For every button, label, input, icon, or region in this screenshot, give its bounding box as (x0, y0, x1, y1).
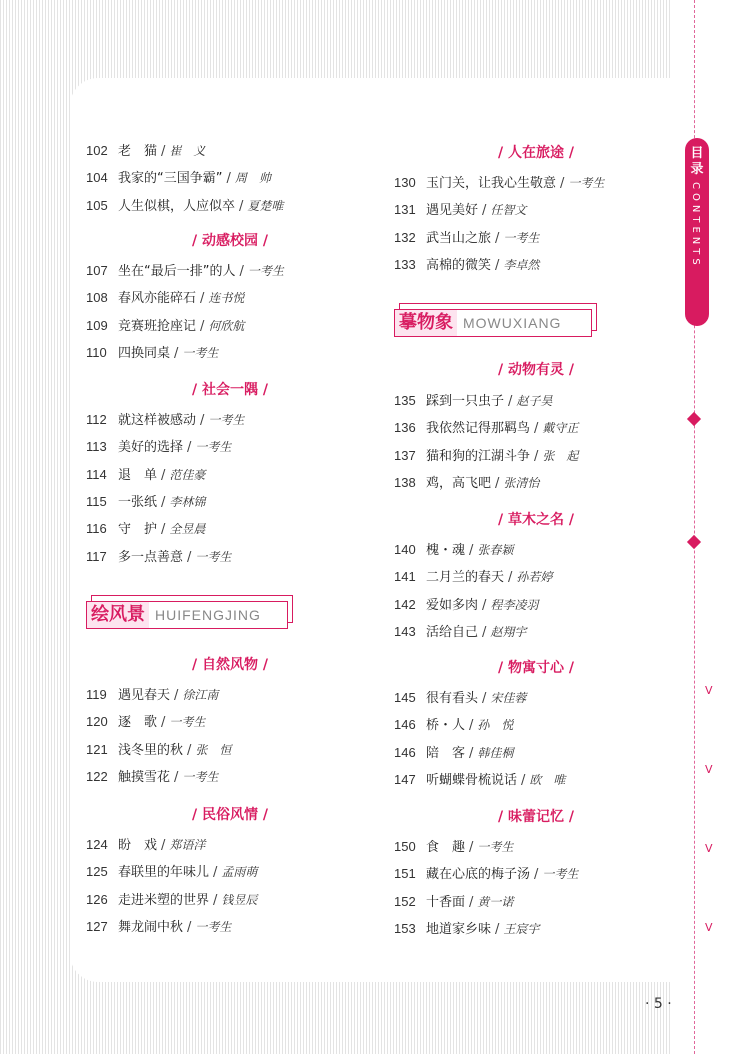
separator: / (508, 394, 513, 409)
page-num: 121 (86, 741, 108, 757)
separator: / (226, 171, 231, 187)
toc-entry[interactable] (394, 714, 513, 734)
entry-author: 徐江南 (182, 688, 219, 702)
part-badge-chinese: 摹物象 (395, 310, 457, 336)
entry-title: 逐 歌 (118, 715, 158, 731)
toc-entry[interactable] (86, 916, 231, 936)
entry-title: 春联里的年味儿 (118, 865, 210, 881)
separator: / (469, 840, 474, 855)
entry-title: 陪 客 (426, 745, 466, 761)
separator: / (174, 688, 179, 703)
entry-author: 任智文 (490, 203, 527, 218)
entry-author: 一考生 (195, 440, 232, 455)
v-marker: V (705, 921, 713, 934)
page-num: 137 (394, 447, 416, 463)
toc-entry[interactable] (86, 140, 205, 160)
entry-title: 美好的选择 (118, 440, 184, 456)
entry-title: 四换同桌 (118, 345, 171, 361)
entry-title: 我家的“三国争霸” (118, 171, 223, 187)
separator: / (495, 475, 500, 491)
entry-author: 孙若婷 (516, 570, 553, 585)
separator: / (174, 345, 179, 361)
separator: / (187, 549, 192, 565)
page-num: 136 (394, 420, 416, 436)
toc-entry[interactable] (394, 445, 578, 465)
toc-entry[interactable] (86, 436, 231, 456)
separator: / (187, 742, 192, 758)
entry-title: 我依然记得那羁鸟 (426, 421, 531, 437)
section-title: / 社会一隅 / (192, 382, 268, 398)
separator: / (161, 715, 166, 731)
page-num: 151 (394, 866, 416, 882)
part-badge-english: MOWUXIANG (463, 315, 562, 331)
page-num: 143 (394, 623, 416, 639)
toc-entry[interactable] (86, 546, 231, 566)
toc-entry[interactable] (86, 464, 205, 484)
section-title: / 人在旅途 / (498, 145, 574, 161)
entry-title: 遇见春天 (118, 688, 171, 703)
toc-entry[interactable] (394, 390, 552, 410)
page-num: 116 (86, 521, 107, 537)
page-num: 131 (394, 202, 416, 218)
entry-title: 老 猫 (118, 144, 158, 159)
separator: / (482, 203, 487, 219)
entry-title: 走进米塑的世界 (118, 892, 210, 908)
separator: / (161, 144, 166, 159)
separator: / (213, 892, 218, 908)
toc-entry[interactable] (394, 742, 513, 762)
entry-author: 周 帅 (234, 171, 271, 186)
page-num: 140 (394, 542, 416, 557)
entry-author: 孟雨萌 (221, 865, 258, 880)
separator: / (239, 198, 244, 214)
section-title: / 自然风物 / (192, 657, 268, 673)
entry-title: 踩到一只虫子 (426, 394, 505, 409)
page-num: 109 (86, 317, 108, 333)
toc-entry[interactable] (86, 711, 205, 731)
separator: / (469, 718, 474, 734)
separator: / (495, 257, 500, 273)
entry-author: 全昱晨 (169, 522, 206, 537)
toc-entry[interactable] (394, 199, 526, 219)
entry-title: 武当山之旅 (426, 230, 492, 246)
separator: / (161, 522, 166, 538)
page-num: 105 (86, 197, 108, 213)
page-num: 108 (86, 290, 108, 306)
entry-title: 地道家乡味 (426, 921, 492, 937)
page-num: 135 (394, 393, 416, 408)
entry-author: 黄一诺 (477, 894, 514, 909)
toc-entry[interactable] (86, 684, 218, 704)
page-num: 112 (86, 412, 107, 427)
toc-entry[interactable] (394, 621, 526, 641)
entry-title: 坐在“最后一排”的人 (118, 264, 236, 279)
entry-author: 一考生 (503, 230, 540, 245)
entry-title: 春风亦能碎石 (118, 291, 197, 307)
separator: / (161, 467, 166, 483)
entry-author: 戴守正 (542, 421, 579, 436)
page-num: 104 (86, 170, 108, 186)
entry-title: 听蝴蝶骨梳说话 (426, 772, 518, 788)
entry-title: 玉门关，让我心生敬意 (426, 176, 557, 191)
entry-author: 一考生 (542, 867, 579, 882)
separator: / (213, 865, 218, 881)
section-title: / 动物有灵 / (498, 362, 574, 378)
entry-author: 赵翔宇 (490, 624, 527, 639)
entry-title: 守 护 (118, 522, 158, 538)
separator: / (187, 440, 192, 456)
page-num: 102 (86, 143, 108, 158)
toc-entry[interactable] (86, 889, 257, 909)
separator: / (482, 691, 487, 706)
part-badge-english: HUIFENGJING (155, 607, 261, 623)
entry-title: 食 趣 (426, 840, 466, 855)
entry-title: 人生似棋，人应似卒 (118, 198, 236, 214)
page-num: 115 (86, 493, 107, 509)
separator: / (482, 624, 487, 640)
entry-title: 竞赛班抢座记 (118, 318, 197, 334)
toc-entry[interactable] (86, 409, 244, 429)
separator: / (560, 176, 565, 191)
toc-entry[interactable] (394, 539, 513, 559)
page-num: 117 (86, 548, 107, 564)
separator: / (482, 597, 487, 613)
toc-entry[interactable] (86, 766, 218, 786)
toc-entry[interactable] (394, 891, 513, 911)
entry-author: 韩佳桐 (477, 745, 514, 760)
diamond-marker (687, 412, 701, 426)
separator: / (187, 919, 192, 935)
toc-entry[interactable] (394, 918, 539, 938)
toc-entry[interactable] (394, 417, 578, 437)
contents-side-tab (685, 138, 709, 326)
separator: / (161, 494, 166, 510)
entry-author: 宋佳蓉 (490, 691, 527, 705)
entry-title: 一张纸 (118, 494, 158, 510)
page-num: 153 (394, 920, 416, 936)
toc-entry[interactable] (394, 254, 539, 274)
entry-author: 张 恒 (195, 742, 232, 757)
separator: / (200, 318, 205, 334)
entry-author: 钱昱辰 (221, 892, 258, 907)
entry-author: 一考生 (247, 264, 284, 278)
toc-entry[interactable] (394, 769, 565, 789)
side-tab-chinese: 目录 (690, 146, 704, 177)
entry-title: 高棉的微笑 (426, 257, 492, 273)
toc-entry[interactable] (394, 594, 538, 614)
page-num: 145 (394, 690, 416, 705)
toc-entry[interactable] (86, 739, 231, 759)
section-title: / 民俗风情 / (192, 807, 268, 823)
v-marker: V (705, 763, 713, 776)
side-tab-english: CONTENTS (690, 182, 701, 269)
page-num: 142 (394, 596, 416, 612)
page-num: 146 (394, 717, 416, 733)
separator: / (161, 838, 166, 853)
entry-title: 十香面 (426, 894, 466, 910)
diamond-marker (687, 535, 701, 549)
part-badge-chinese: 绘风景 (87, 602, 149, 628)
page-number: · 5 · (645, 996, 672, 1012)
entry-author: 孙 悦 (477, 718, 514, 733)
section-title: / 味蕾记忆 / (498, 809, 574, 825)
toc-entry[interactable] (394, 863, 578, 883)
separator: / (469, 745, 474, 761)
separator: / (508, 570, 513, 586)
entry-author: 张清怡 (503, 475, 540, 490)
entry-author: 一考生 (195, 549, 232, 564)
separator: / (534, 867, 539, 883)
separator: / (534, 421, 539, 437)
separator: / (239, 264, 244, 279)
toc-entry[interactable] (394, 172, 604, 192)
entry-title: 遇见美好 (426, 203, 479, 219)
entry-title: 槐・魂 (426, 543, 466, 558)
entry-title: 鸡，高飞吧 (426, 475, 492, 491)
page-num: 132 (394, 229, 416, 245)
toc-entry[interactable] (86, 167, 271, 187)
entry-author: 何欣航 (208, 318, 245, 333)
toc-entry[interactable] (86, 518, 205, 538)
toc-entry[interactable] (86, 861, 257, 881)
entry-author: 李林锦 (169, 494, 206, 509)
entry-author: 一考生 (568, 176, 605, 190)
page-num: 127 (86, 918, 108, 934)
page-num: 125 (86, 864, 108, 880)
entry-title: 触摸雪花 (118, 769, 171, 785)
page-num: 133 (394, 256, 416, 272)
page-num: 152 (394, 893, 416, 909)
separator: / (174, 769, 179, 785)
entry-author: 崔 义 (169, 144, 206, 158)
entry-title: 活给自己 (426, 624, 479, 640)
entry-title: 猫和狗的江湖斗争 (426, 448, 531, 464)
page-num: 126 (86, 891, 108, 907)
entry-title: 多一点善意 (118, 549, 184, 565)
entry-author: 连书悦 (208, 291, 245, 306)
entry-author: 张春颖 (477, 543, 514, 557)
entry-author: 一考生 (208, 413, 245, 427)
entry-title: 藏在心底的梅子汤 (426, 867, 531, 883)
page-num: 107 (86, 263, 108, 278)
entry-author: 赵子昊 (516, 394, 553, 408)
toc-entry[interactable] (86, 195, 283, 215)
separator: / (495, 230, 500, 246)
section-title: / 草木之名 / (498, 512, 574, 528)
toc-entry[interactable] (86, 260, 284, 280)
page-num: 110 (86, 344, 107, 360)
entry-title: 退 单 (118, 467, 158, 483)
toc-entry[interactable] (86, 342, 218, 362)
toc-entry[interactable] (394, 227, 539, 247)
entry-author: 郑语洋 (169, 838, 206, 852)
entry-title: 舞龙闹中秋 (118, 919, 184, 935)
entry-author: 范佳豪 (169, 467, 206, 482)
page-num: 130 (394, 175, 416, 190)
page-num: 138 (394, 474, 416, 490)
entry-author: 一考生 (477, 840, 514, 854)
entry-title: 浅冬里的秋 (118, 742, 184, 758)
entry-title: 盼 戏 (118, 838, 158, 853)
page-num: 146 (394, 744, 416, 760)
separator: / (534, 448, 539, 464)
separator: / (521, 772, 526, 788)
page-num: 150 (394, 839, 416, 854)
section-title: / 物寓寸心 / (498, 660, 574, 676)
entry-title: 就这样被感动 (118, 413, 197, 428)
page-num: 124 (86, 837, 108, 852)
page-num: 119 (86, 687, 107, 702)
entry-author: 一考生 (169, 715, 206, 730)
toc-entry[interactable] (86, 315, 244, 335)
toc-entry[interactable] (394, 687, 526, 707)
entry-author: 程李凌羽 (490, 597, 539, 612)
entry-author: 王宸宇 (503, 921, 540, 936)
separator: / (200, 291, 205, 307)
separator: / (469, 894, 474, 910)
entry-author: 一考生 (182, 769, 219, 784)
page-num: 113 (86, 439, 107, 455)
page-num: 147 (394, 771, 416, 787)
entry-author: 欧 唯 (529, 772, 566, 787)
toc-entry[interactable] (394, 566, 552, 586)
page-num: 122 (86, 768, 108, 784)
toc-entry[interactable] (394, 472, 539, 492)
entry-title: 二月兰的春天 (426, 570, 505, 586)
page-num: 114 (86, 466, 107, 482)
entry-title: 很有看头 (426, 691, 479, 706)
page-num: 120 (86, 714, 108, 730)
separator: / (200, 413, 205, 428)
entry-title: 桥・人 (426, 718, 466, 734)
entry-author: 一考生 (182, 345, 219, 360)
toc-entry[interactable] (86, 834, 205, 854)
entry-author: 李卓然 (503, 257, 540, 272)
section-title: / 动感校园 / (192, 233, 268, 249)
separator: / (495, 921, 500, 937)
entry-author: 一考生 (195, 919, 232, 934)
entry-author: 夏楚唯 (247, 198, 284, 213)
toc-entry[interactable] (86, 491, 205, 511)
toc-entry[interactable] (394, 836, 513, 856)
v-marker: V (705, 842, 713, 855)
page-num: 141 (394, 569, 416, 585)
toc-entry[interactable] (86, 287, 244, 307)
separator: / (469, 543, 474, 558)
v-marker: V (705, 684, 713, 697)
entry-title: 爱如多肉 (426, 597, 479, 613)
entry-author: 张 起 (542, 448, 579, 463)
